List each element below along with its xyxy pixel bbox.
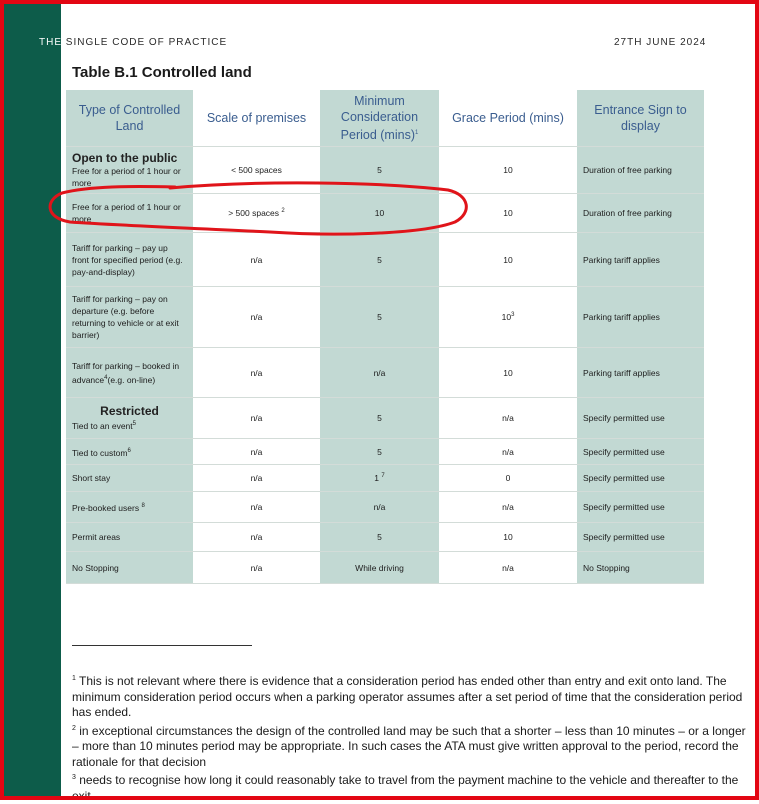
column-header-type: Type of Controlled Land bbox=[66, 90, 193, 147]
column-header-scale: Scale of premises bbox=[193, 90, 320, 147]
row-grace-cell: n/a bbox=[439, 552, 577, 584]
row-sign-cell: Parking tariff applies bbox=[577, 233, 704, 287]
table-row bbox=[66, 194, 704, 233]
document-title-the: THE bbox=[39, 37, 62, 48]
row-type-cell: Pre-booked users $^8$ bbox=[66, 492, 193, 523]
row-min-cell: While driving bbox=[320, 552, 439, 584]
row-scale-cell: n/a bbox=[193, 287, 320, 348]
row-min-cell: n/a bbox=[320, 492, 439, 523]
table-row bbox=[66, 465, 704, 492]
row-type-cell: Free for a period of 1 hour or more bbox=[66, 194, 193, 233]
row-min-cell: 5 bbox=[320, 287, 439, 348]
row-type-cell: Restricted Tied to an event$^5$ bbox=[66, 398, 193, 439]
row-type-cell: Short stay bbox=[66, 465, 193, 492]
table-row bbox=[66, 552, 704, 584]
table-header-row bbox=[66, 90, 704, 147]
row-type-cell: No Stopping bbox=[66, 552, 193, 584]
row-grace-cell: $10^3$ bbox=[439, 287, 577, 348]
row-grace-cell: n/a bbox=[439, 439, 577, 465]
row-min-cell: 1 $^7$ bbox=[320, 465, 439, 492]
row-min-cell: 5 bbox=[320, 398, 439, 439]
row-grace-cell: 10 bbox=[439, 523, 577, 552]
row-min-cell: 10 bbox=[320, 194, 439, 233]
row-scale-cell: n/a bbox=[193, 492, 320, 523]
footnote-2: $^2$ in exceptional circumstances the design of the controlled land may be such that a shorter – less than 10 minutes – or a longer – more than 10 minutes period may be appropriate. In such cases the ATA must give written approval to the period, record the rationale for that decision bbox=[72, 723, 746, 769]
row-scale-cell: > 500 spaces $^2$ bbox=[193, 194, 320, 233]
row-type-cell: Tariff for parking – pay on departure (e.g. before returning to vehicle or at exit barrier) bbox=[66, 287, 193, 348]
row-scale-cell: n/a bbox=[193, 465, 320, 492]
row-type-cell: Tied to custom$^6$ bbox=[66, 439, 193, 465]
row-grace-cell: 10 bbox=[439, 233, 577, 287]
row-type-cell: Tariff for parking – pay up front for specified period (e.g. pay-and-display) bbox=[66, 233, 193, 287]
row-scale-cell: n/a bbox=[193, 398, 320, 439]
document-title-rest: SINGLE CODE OF PRACTICE bbox=[62, 37, 228, 48]
row-grace-cell: 10 bbox=[439, 348, 577, 398]
section-label-restricted: Restricted bbox=[100, 404, 159, 419]
row-min-cell: 5 bbox=[320, 233, 439, 287]
row-scale-cell: n/a bbox=[193, 348, 320, 398]
column-header-entrance-sign: Entrance Sign to display bbox=[577, 90, 704, 147]
controlled-land-table bbox=[66, 90, 704, 584]
document-date: 27TH JUNE 2024 bbox=[614, 37, 707, 48]
row-sign-cell: Specify permitted use bbox=[577, 492, 704, 523]
row-grace-cell: 10 bbox=[439, 147, 577, 194]
table-row bbox=[66, 233, 704, 287]
table-row bbox=[66, 398, 704, 439]
row-type-cell: Permit areas bbox=[66, 523, 193, 552]
table-title: Table B.1 Controlled land bbox=[72, 64, 252, 81]
footnote-separator bbox=[72, 645, 252, 646]
row-grace-cell: n/a bbox=[439, 398, 577, 439]
row-sign-cell: Parking tariff applies bbox=[577, 287, 704, 348]
row-type-cell: Tariff for parking – booked in advance$^4$(e.g. on-line) bbox=[66, 348, 193, 398]
table-row bbox=[66, 492, 704, 523]
row-grace-cell: n/a bbox=[439, 492, 577, 523]
section-label-public: Open to the public bbox=[72, 151, 178, 165]
row-scale-cell: n/a bbox=[193, 439, 320, 465]
row-min-cell: 5 bbox=[320, 523, 439, 552]
row-grace-cell: 10 bbox=[439, 194, 577, 233]
row-min-cell: 5 bbox=[320, 439, 439, 465]
table-row bbox=[66, 523, 704, 552]
row-grace-cell: 0 bbox=[439, 465, 577, 492]
row-scale-cell: n/a bbox=[193, 523, 320, 552]
row-sign-cell: Duration of free parking bbox=[577, 194, 704, 233]
document-title bbox=[39, 37, 227, 48]
footnote-1: $^1$ This is not relevant where there is evidence that a consideration period has ended other than entry and exit onto land. The minimum consideration period occurs when a parking operator assumes after a set period of time that the consideration period has ended. bbox=[72, 674, 743, 719]
row-scale-cell: < 500 spaces bbox=[193, 147, 320, 194]
green-side-band bbox=[4, 4, 61, 796]
row-min-cell: n/a bbox=[320, 348, 439, 398]
row-sign-cell: Specify permitted use bbox=[577, 439, 704, 465]
row-min-cell: 5 bbox=[320, 147, 439, 194]
table-row bbox=[66, 147, 704, 194]
column-header-grace-period: Grace Period (mins) bbox=[439, 90, 577, 147]
row-type-cell: Open to the public Free for a period of 1 hour or more bbox=[66, 147, 193, 194]
table-row bbox=[66, 348, 704, 398]
row-scale-cell: n/a bbox=[193, 233, 320, 287]
row-sign-cell: Specify permitted use bbox=[577, 523, 704, 552]
footnote-3: $^3$ needs to recognise how long it could reasonably take to travel from the payment machine to the vehicle and thereafter to the exit. bbox=[72, 773, 739, 803]
table-row bbox=[66, 439, 704, 465]
table-row bbox=[66, 287, 704, 348]
row-sign-cell: Specify permitted use bbox=[577, 465, 704, 492]
footnotes bbox=[72, 671, 752, 804]
row-sign-cell: Duration of free parking bbox=[577, 147, 704, 194]
row-sign-cell: No Stopping bbox=[577, 552, 704, 584]
row-sign-cell: Specify permitted use bbox=[577, 398, 704, 439]
row-sign-cell: Parking tariff applies bbox=[577, 348, 704, 398]
column-header-min-period: Minimum Consideration Period $(\min s)^1$ bbox=[320, 90, 439, 147]
row-scale-cell: n/a bbox=[193, 552, 320, 584]
